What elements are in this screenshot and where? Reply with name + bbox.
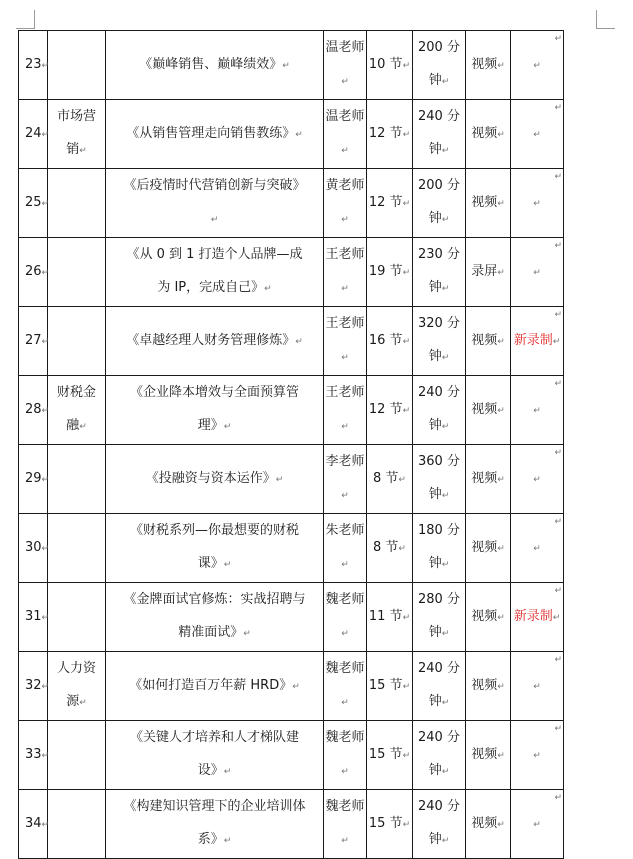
duration-cell: 320 分钟↵ <box>413 307 466 376</box>
format-cell: 视频↵ <box>466 721 511 790</box>
note-cell: ↵ ↵ <box>511 238 564 307</box>
row-number-cell: 23↵ <box>19 31 48 100</box>
note-cell: ↵ ↵ <box>511 514 564 583</box>
category-cell <box>48 169 106 238</box>
teacher-cell: 李老师↵ <box>324 445 367 514</box>
course-title-cell: 《构建知识管理下的企业培训体系》↵ <box>106 790 324 859</box>
format-cell: 视频↵ <box>466 790 511 859</box>
category-cell <box>48 790 106 859</box>
row-number-cell: 26↵ <box>19 238 48 307</box>
note-cell: ↵ ↵ <box>511 652 564 721</box>
duration-cell: 230 分钟↵ <box>413 238 466 307</box>
lessons-cell: 15 节↵ <box>367 790 413 859</box>
table-row <box>19 445 564 514</box>
course-title-cell: 《如何打造百万年薪 HRD》↵ <box>106 652 324 721</box>
lessons-cell: 15 节↵ <box>367 652 413 721</box>
table-row <box>19 238 564 307</box>
note-cell: ↵ ↵ <box>511 445 564 514</box>
note-cell: ↵ ↵ <box>511 100 564 169</box>
format-cell: 视频↵ <box>466 307 511 376</box>
duration-cell: 240 分钟↵ <box>413 721 466 790</box>
duration-cell: 180 分钟↵ <box>413 514 466 583</box>
category-cell <box>48 307 106 376</box>
table-row <box>19 583 564 652</box>
teacher-cell: 魏老师↵ <box>324 652 367 721</box>
table-row <box>19 721 564 790</box>
teacher-cell: 魏老师↵ <box>324 721 367 790</box>
note-cell: ↵ ↵ <box>511 790 564 859</box>
course-title-cell: 《后疫情时代营销创新与突破》↵ <box>106 169 324 238</box>
category-cell <box>48 514 106 583</box>
category-cell <box>48 583 106 652</box>
course-title-cell: 《金牌面试官修炼：实战招聘与精准面试》↵ <box>106 583 324 652</box>
table-row <box>19 31 564 100</box>
row-number-cell: 31↵ <box>19 583 48 652</box>
table-row <box>19 307 564 376</box>
row-number-cell: 29↵ <box>19 445 48 514</box>
category-cell: 人力资源↵ <box>48 652 106 721</box>
course-title-cell: 《巅峰销售、巅峰绩效》↵ <box>106 31 324 100</box>
teacher-cell: 温老师↵ <box>324 31 367 100</box>
duration-cell: 240 分钟↵ <box>413 376 466 445</box>
course-title-cell: 《投融资与资本运作》↵ <box>106 445 324 514</box>
course-title-cell: 《企业降本增效与全面预算管理》↵ <box>106 376 324 445</box>
duration-cell: 200 分钟↵ <box>413 31 466 100</box>
lessons-cell: 12 节↵ <box>367 376 413 445</box>
category-cell: 市场营销↵ <box>48 100 106 169</box>
lessons-cell: 8 节↵ <box>367 514 413 583</box>
lessons-cell: 12 节↵ <box>367 100 413 169</box>
note-cell: 新录制 ↵ ↵ <box>511 307 564 376</box>
crop-mark-top-right <box>596 10 615 29</box>
lessons-cell: 10 节↵ <box>367 31 413 100</box>
note-cell: ↵ ↵ <box>511 169 564 238</box>
format-cell: 视频↵ <box>466 652 511 721</box>
category-cell <box>48 31 106 100</box>
table-row <box>19 790 564 859</box>
category-cell <box>48 238 106 307</box>
course-title-cell: 《卓越经理人财务管理修炼》↵ <box>106 307 324 376</box>
course-title-cell: 《从 0 到 1 打造个人品牌—成为 IP，完成自己》↵ <box>106 238 324 307</box>
lessons-cell: 15 节↵ <box>367 721 413 790</box>
table-row <box>19 100 564 169</box>
table-row <box>19 376 564 445</box>
duration-cell: 200 分钟↵ <box>413 169 466 238</box>
row-number-cell: 34↵ <box>19 790 48 859</box>
teacher-cell: 温老师↵ <box>324 100 367 169</box>
teacher-cell: 黄老师↵ <box>324 169 367 238</box>
format-cell: 视频↵ <box>466 583 511 652</box>
course-title-cell: 《从销售管理走向销售教练》↵ <box>106 100 324 169</box>
teacher-cell: 王老师↵ <box>324 307 367 376</box>
row-number-cell: 28↵ <box>19 376 48 445</box>
row-number-cell: 24↵ <box>19 100 48 169</box>
row-number-cell: 33↵ <box>19 721 48 790</box>
teacher-cell: 王老师↵ <box>324 238 367 307</box>
format-cell: 视频↵ <box>466 100 511 169</box>
table-row <box>19 514 564 583</box>
course-table <box>18 30 564 859</box>
duration-cell: 280 分钟↵ <box>413 583 466 652</box>
lessons-cell: 16 节↵ <box>367 307 413 376</box>
category-cell <box>48 445 106 514</box>
teacher-cell: 魏老师↵ <box>324 583 367 652</box>
table-row <box>19 169 564 238</box>
course-title-cell: 《关键人才培养和人才梯队建设》↵ <box>106 721 324 790</box>
course-title-cell: 《财税系列—你最想要的财税课》↵ <box>106 514 324 583</box>
table-row <box>19 652 564 721</box>
row-number-cell: 32↵ <box>19 652 48 721</box>
lessons-cell: 11 节↵ <box>367 583 413 652</box>
duration-cell: 240 分钟↵ <box>413 652 466 721</box>
note-cell: 新录制 ↵ ↵ <box>511 583 564 652</box>
lessons-cell: 8 节↵ <box>367 445 413 514</box>
format-cell: 视频↵ <box>466 31 511 100</box>
teacher-cell: 朱老师↵ <box>324 514 367 583</box>
row-number-cell: 25↵ <box>19 169 48 238</box>
format-cell: 视频↵ <box>466 445 511 514</box>
row-number-cell: 30↵ <box>19 514 48 583</box>
teacher-cell: 魏老师↵ <box>324 790 367 859</box>
teacher-cell: 王老师↵ <box>324 376 367 445</box>
format-cell: 视频↵ <box>466 376 511 445</box>
format-cell: 录屏↵ <box>466 238 511 307</box>
lessons-cell: 19 节↵ <box>367 238 413 307</box>
duration-cell: 360 分钟↵ <box>413 445 466 514</box>
category-cell <box>48 721 106 790</box>
lessons-cell: 12 节↵ <box>367 169 413 238</box>
duration-cell: 240 分钟↵ <box>413 100 466 169</box>
note-cell: ↵ ↵ <box>511 376 564 445</box>
format-cell: 视频↵ <box>466 169 511 238</box>
crop-mark-top-left <box>16 10 35 29</box>
category-cell: 财税金融↵ <box>48 376 106 445</box>
note-cell: ↵ ↵ <box>511 721 564 790</box>
note-cell: ↵ ↵ <box>511 31 564 100</box>
row-number-cell: 27↵ <box>19 307 48 376</box>
duration-cell: 240 分钟↵ <box>413 790 466 859</box>
format-cell: 视频↵ <box>466 514 511 583</box>
